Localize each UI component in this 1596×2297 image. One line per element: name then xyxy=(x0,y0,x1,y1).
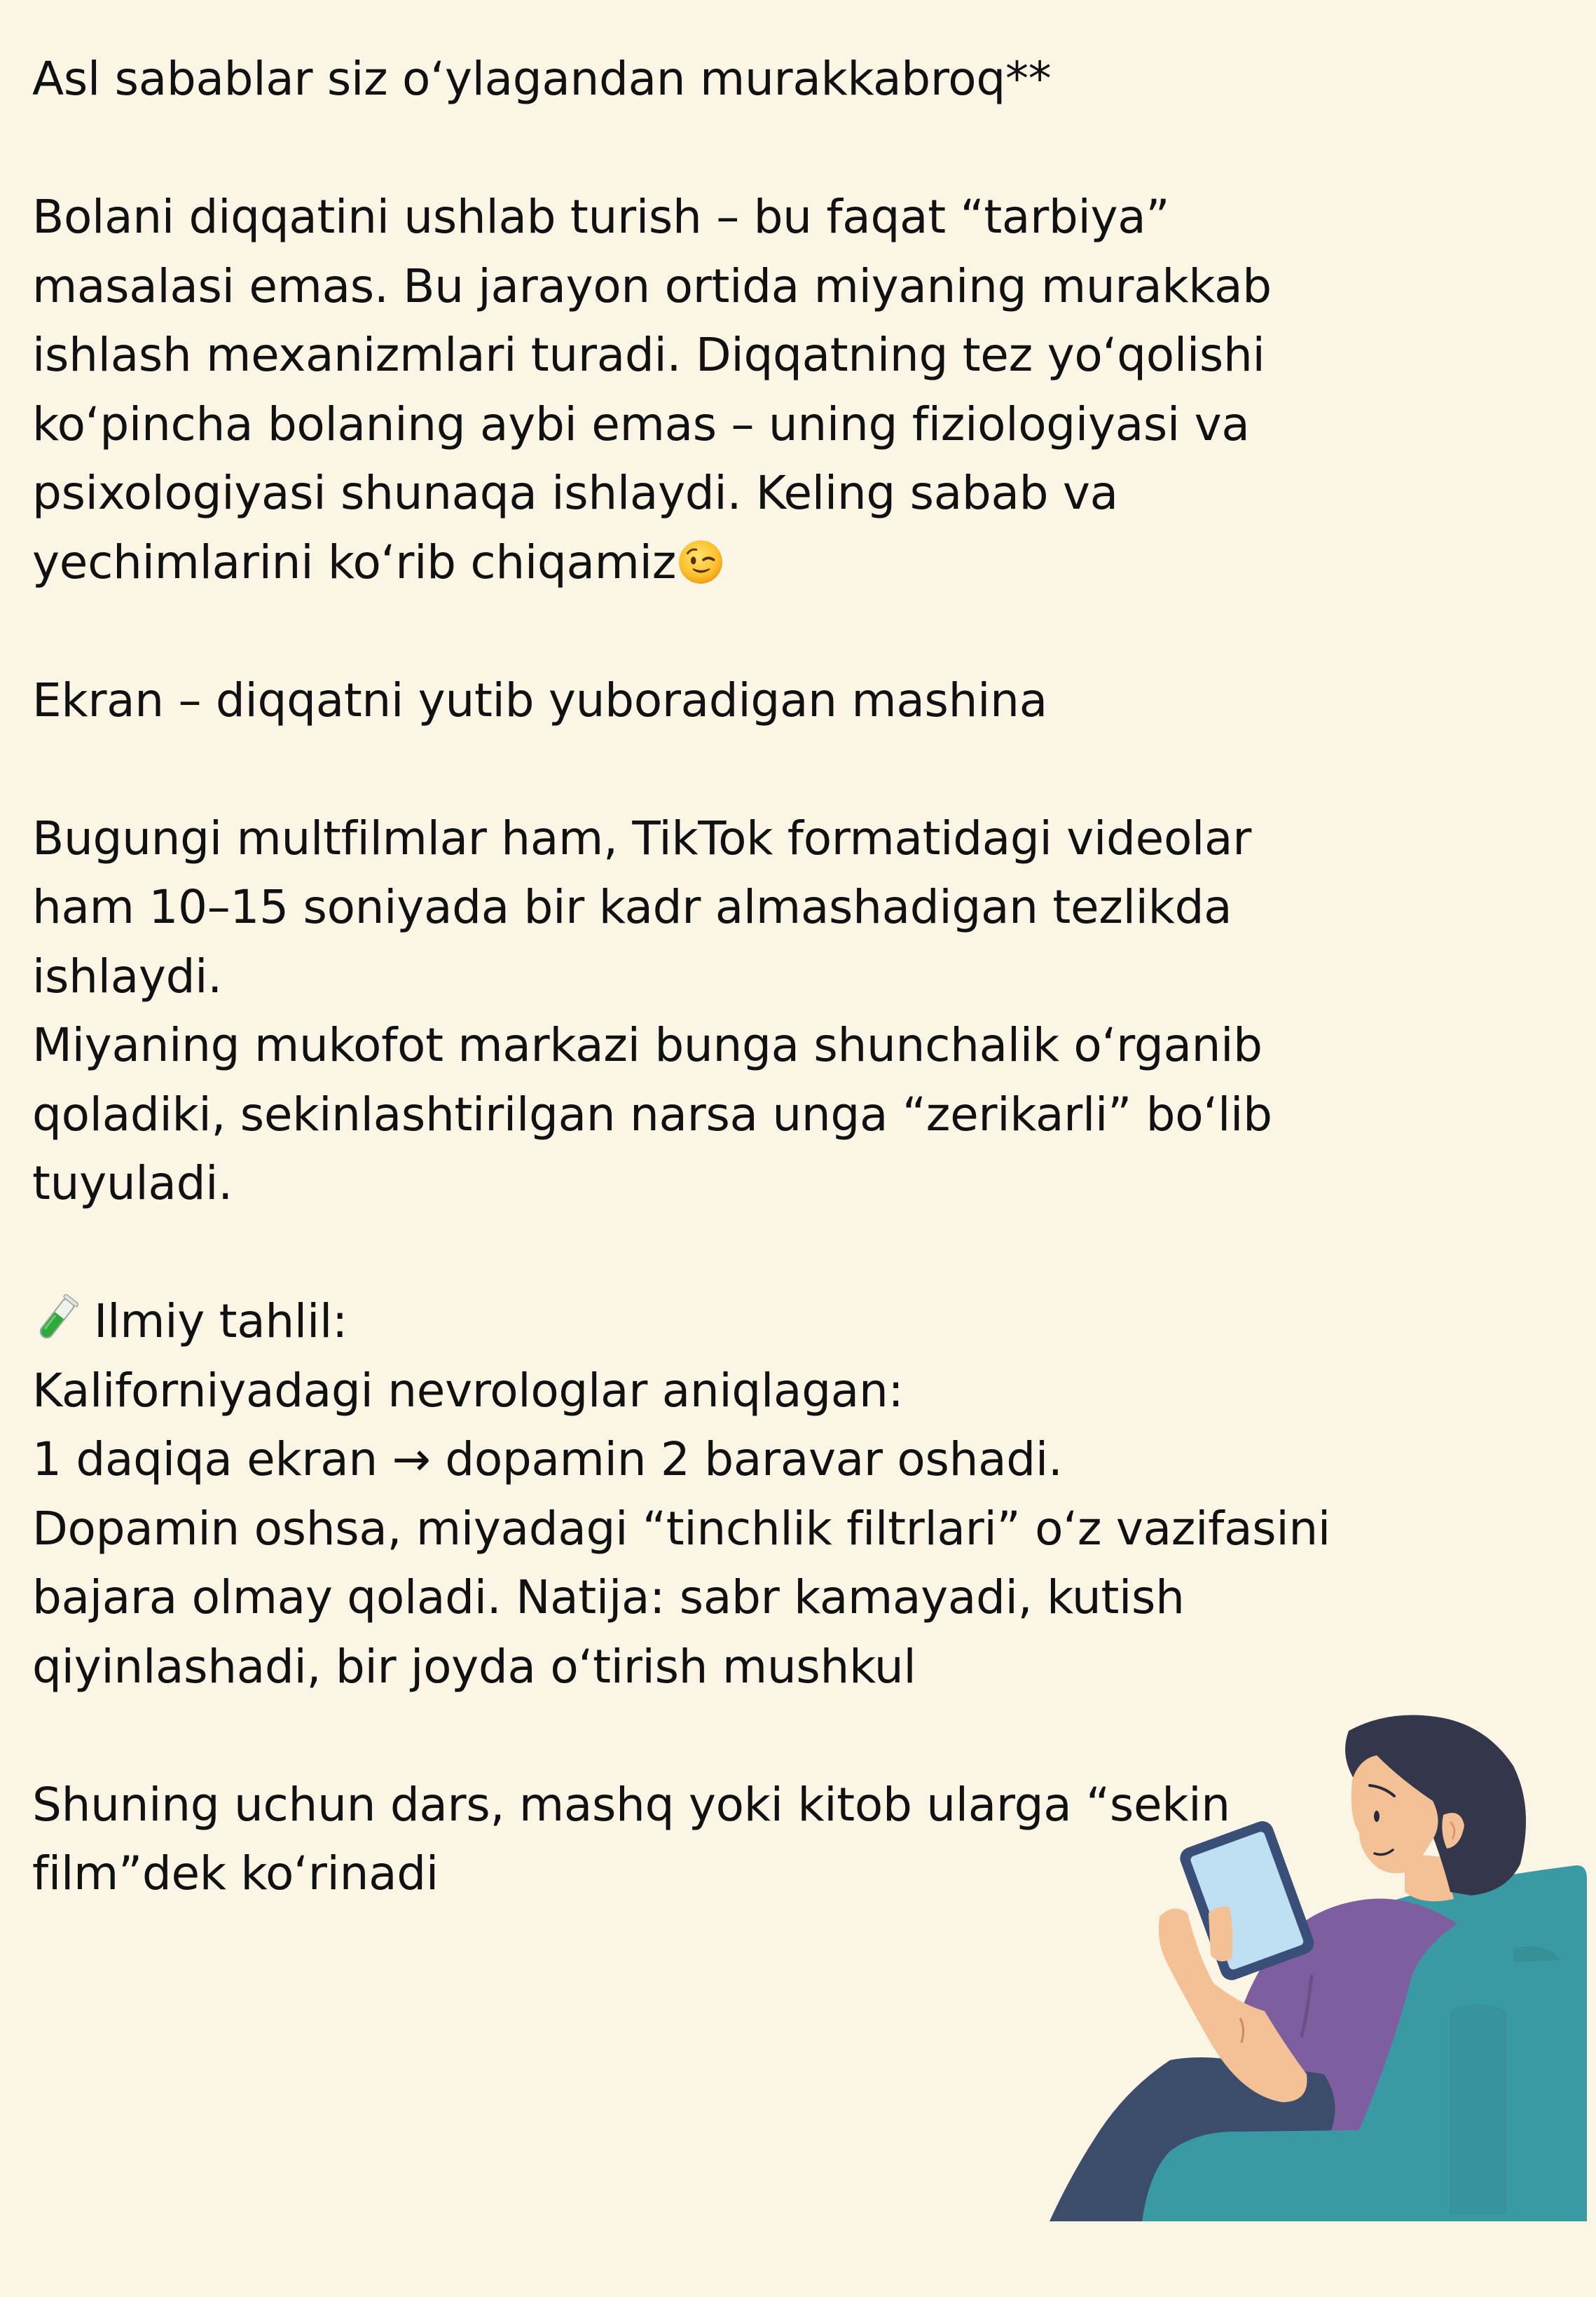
science-section xyxy=(32,1287,1363,1701)
screen-line: ishlaydi. xyxy=(32,949,222,1003)
screen-paragraph xyxy=(32,804,1363,1219)
spacer xyxy=(32,735,1363,804)
screen-line: tuyuladi. xyxy=(32,1156,233,1210)
screen-line: ham 10–15 soniyada bir kadr almashadigan tezlikda xyxy=(32,880,1232,934)
intro-line: psixologiyasi shunaqa ishlaydi. Keling sabab va xyxy=(32,466,1118,520)
winking-face-emoji-icon xyxy=(677,539,724,585)
screen-line: Miyaning mukofot markazi bunga shunchalik o‘rganib xyxy=(32,1018,1263,1072)
science-heading xyxy=(32,1287,1363,1357)
intro-line: Bolani diqqatini ushlab turish – bu faqat “tarbiya” xyxy=(32,190,1170,244)
intro-line: ko‘pincha bolaning aybi emas – uning fiziologiyasi va xyxy=(32,397,1250,451)
science-heading-text: Ilmiy tahlil: xyxy=(94,1294,348,1348)
science-line: 1 daqiqa ekran → dopamin 2 baravar oshadi. xyxy=(32,1432,1063,1486)
science-line: Dopamin oshsa, miyadagi “tinchlik filtrlari” o‘z vazifasini xyxy=(32,1501,1330,1556)
spacer xyxy=(32,597,1363,666)
intro-paragraph xyxy=(32,183,1363,597)
section-heading-screen: Ekran – diqqatni yutib yuboradigan mashina xyxy=(32,673,1047,727)
article-body xyxy=(32,45,1363,1909)
intro-line: masalasi emas. Bu jarayon ortida miyaning murakkab xyxy=(32,259,1272,313)
screen-line: Bugungi multfilmlar ham, TikTok formatidagi videolar xyxy=(32,811,1252,865)
eye xyxy=(1374,1811,1380,1822)
spacer xyxy=(32,1701,1363,1771)
conclusion-paragraph xyxy=(32,1771,1363,1909)
spacer xyxy=(32,114,1363,184)
intro-line-last xyxy=(32,528,1363,598)
test-tube-icon xyxy=(32,1294,81,1344)
science-line: qiyinlashadi, bir joyda o‘tirish mushkul xyxy=(32,1639,916,1694)
science-line: Kaliforniyadagi nevrologlar aniqlagan: xyxy=(32,1363,904,1418)
screen-line: qoladiki, sekinlashtirilgan narsa unga “zerikarli” bo‘lib xyxy=(32,1087,1272,1141)
conclusion-line: Shuning uchun dars, mashq yoki kitob ularga “sekin xyxy=(32,1777,1230,1832)
spacer xyxy=(32,1219,1363,1288)
article-title: Asl sabablar siz o‘ylagandan murakkabroq** xyxy=(32,52,1052,106)
intro-line: ishlash mexanizmlari turadi. Diqqatning tez yo‘qolishi xyxy=(32,328,1265,382)
thumb xyxy=(1209,1907,1232,1961)
conclusion-line: film”dek ko‘rinadi xyxy=(32,1846,439,1900)
science-line: bajara olmay qoladi. Natija: sabr kamayadi, kutish xyxy=(32,1570,1185,1624)
intro-line-text: yechimlarini ko‘rib chiqamiz xyxy=(32,535,677,589)
